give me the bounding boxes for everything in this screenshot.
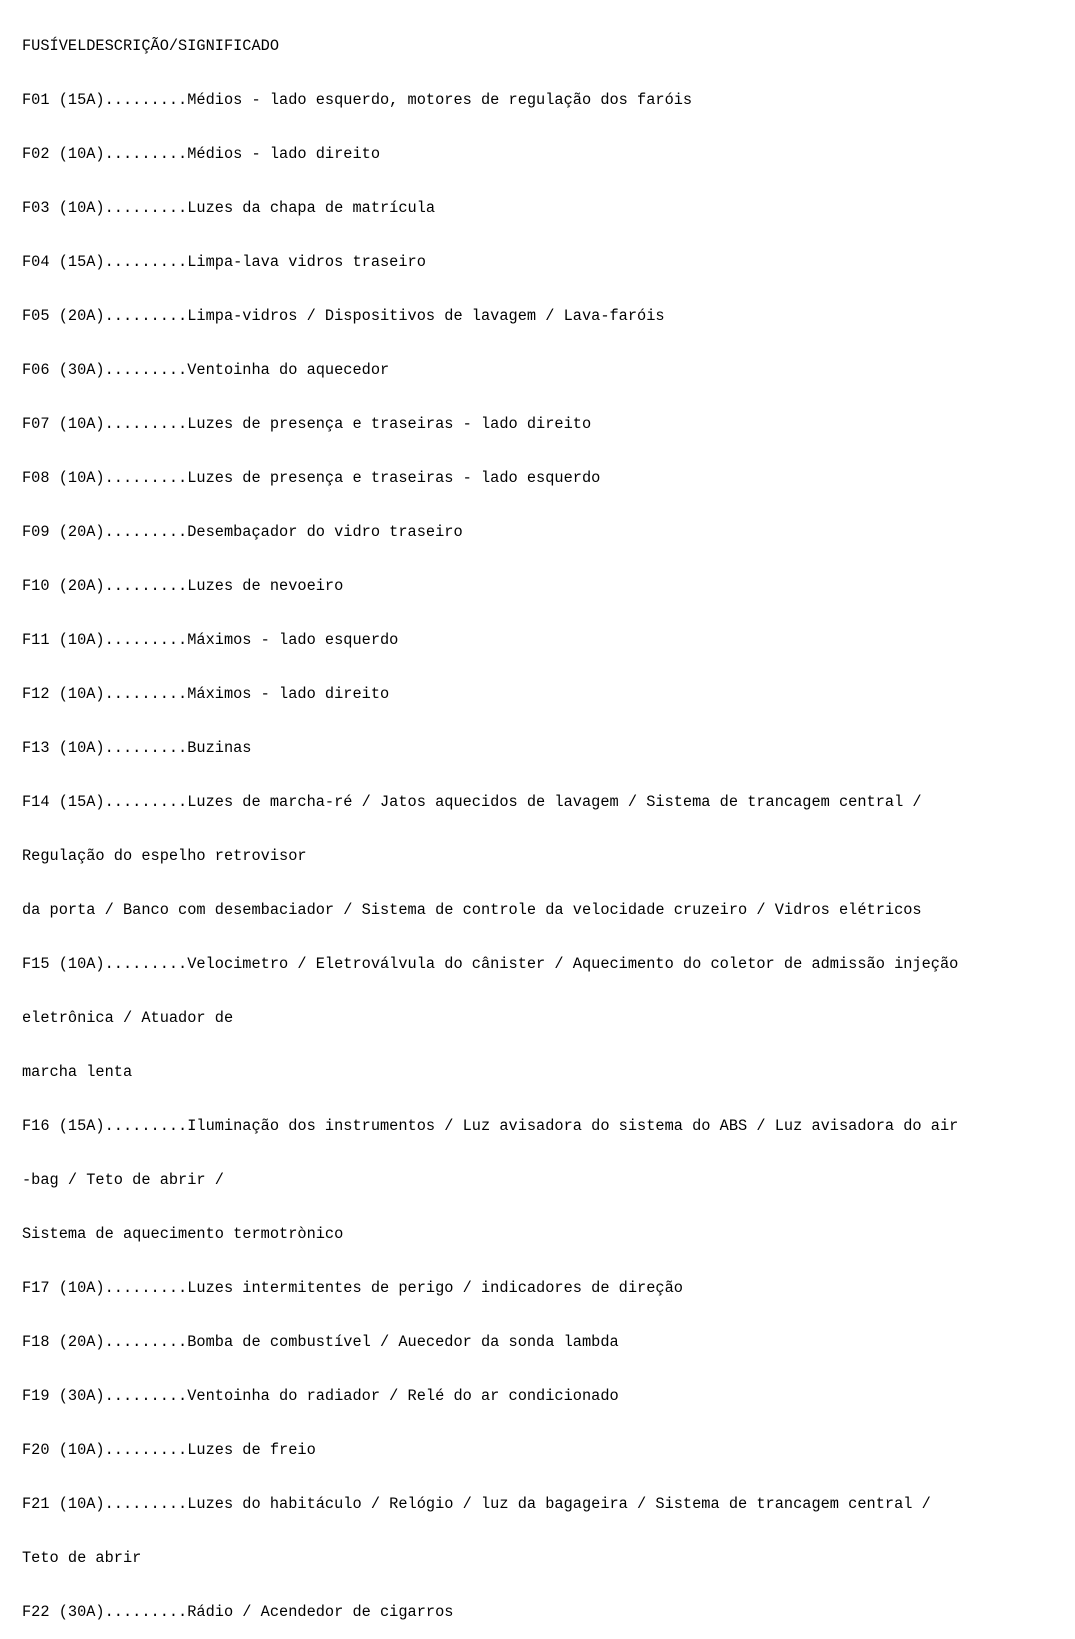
fuse-line: F09 (20A).........Desembaçador do vidro traseiro (22, 523, 463, 541)
document-header: FUSÍVELDESCRIÇÃO/SIGNIFICADO (22, 37, 280, 55)
fuse-line: F06 (30A).........Ventoinha do aquecedor (22, 361, 390, 379)
fuse-line: F04 (15A).........Limpa-lava vidros traseiro (22, 253, 426, 271)
fuse-document (22, 1, 1067, 1639)
fuse-line: F14 (15A).........Luzes de marcha-ré / Jatos aquecidos de lavagem / Sistema de trancagem central / (22, 793, 922, 811)
fuse-line: F18 (20A).........Bomba de combustível / Auecedor da sonda lambda (22, 1333, 619, 1351)
fuse-line: F19 (30A).........Ventoinha do radiador / Relé do ar condicionado (22, 1387, 619, 1405)
fuse-line-continuation: Teto de abrir (22, 1549, 142, 1567)
fuse-line: F01 (15A).........Médios - lado esquerdo, motores de regulação dos faróis (22, 91, 693, 109)
fuse-line: F20 (10A).........Luzes de freio (22, 1441, 316, 1459)
fuse-line: F03 (10A).........Luzes da chapa de matrícula (22, 199, 436, 217)
fuse-line-continuation: da porta / Banco com desembaciador / Sistema de controle da velocidade cruzeiro / Vidros elétricos (22, 901, 922, 919)
fuse-line: F13 (10A).........Buzinas (22, 739, 252, 757)
fuse-line: F16 (15A).........Iluminação dos instrumentos / Luz avisadora do sistema do ABS / Luz avisadora do air (22, 1117, 959, 1135)
fuse-line: F17 (10A).........Luzes intermitentes de perigo / indicadores de direção (22, 1279, 683, 1297)
fuse-line: F11 (10A).........Máximos - lado esquerdo (22, 631, 399, 649)
fuse-line: F21 (10A).........Luzes do habitáculo / Relógio / luz da bagageira / Sistema de trancagem central / (22, 1495, 931, 1513)
fuse-line-continuation: eletrônica / Atuador de (22, 1009, 234, 1027)
fuse-line-continuation: Regulação do espelho retrovisor (22, 847, 307, 865)
fuse-line: F07 (10A).........Luzes de presença e traseiras - lado direito (22, 415, 592, 433)
fuse-line: F12 (10A).........Máximos - lado direito (22, 685, 390, 703)
fuse-line: F05 (20A).........Limpa-vidros / Dispositivos de lavagem / Lava-faróis (22, 307, 665, 325)
fuse-line: F10 (20A).........Luzes de nevoeiro (22, 577, 344, 595)
fuse-line: F08 (10A).........Luzes de presença e traseiras - lado esquerdo (22, 469, 601, 487)
fuse-line: F02 (10A).........Médios - lado direito (22, 145, 381, 163)
fuse-line-continuation: Sistema de aquecimento termotrònico (22, 1225, 344, 1243)
fuse-line: F15 (10A).........Velocimetro / Eletroválvula do cânister / Aquecimento do coletor de admissão injeção (22, 955, 959, 973)
fuse-line-continuation: -bag / Teto de abrir / (22, 1171, 224, 1189)
fuse-line-continuation: marcha lenta (22, 1063, 133, 1081)
fuse-line: F22 (30A).........Rádio / Acendedor de cigarros (22, 1603, 454, 1621)
